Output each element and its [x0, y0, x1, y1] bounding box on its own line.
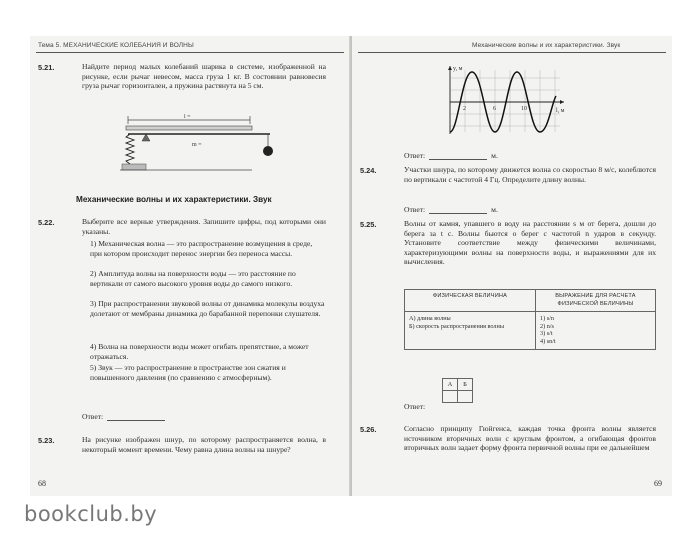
task-number: 5.26. — [360, 425, 377, 434]
answer-unit: м. — [491, 205, 498, 214]
table-row: 4) sn/t — [540, 337, 556, 345]
section-title: Механические волны и их характеристики. Звук — [76, 195, 272, 204]
answer-blank[interactable] — [107, 412, 165, 421]
table-header: ФИЗИЧЕСКАЯ ВЕЛИЧИНА — [405, 290, 536, 312]
task-number: 5.25. — [360, 220, 377, 229]
answer-label: Ответ: — [404, 151, 426, 160]
task-text: Выберите все верные утверждения. Запишите цифры, под которыми они указаны. — [82, 217, 326, 236]
answer-blank[interactable] — [429, 205, 487, 214]
table-header: ВЫРАЖЕНИЕ ДЛЯ РАСЧЕТА ФИЗИЧЕСКОЙ ВЕЛИЧИНЫ — [536, 290, 656, 312]
table-row: 2) n/s — [540, 322, 554, 330]
page-number-right: 69 — [654, 479, 662, 488]
correspondence-table — [404, 289, 656, 350]
answer-grid — [442, 378, 473, 403]
list-item: 2) Амплитуда волны на поверхности воды — это расстояние по вертикали от самого высокого уровня воды до самого низкого. — [90, 269, 296, 288]
left-running-head: Тема 5. МЕХАНИЧЕСКИЕ КОЛЕБАНИЯ И ВОЛНЫ — [38, 42, 194, 49]
x-tick: 10 — [521, 106, 527, 112]
answer-unit: м. — [491, 151, 498, 160]
answer-5-22 — [82, 412, 169, 421]
watermark: bookclub.by — [24, 502, 158, 526]
left-head-rule — [36, 52, 344, 53]
lever-spring-figure — [120, 114, 280, 176]
task-number: 5.24. — [360, 166, 377, 175]
task-text: На рисунке изображен шнур, по которому распространяется волна, в некоторый момент времени. Чему равна длина волны на шнуре? — [82, 435, 326, 454]
x-tick: 6 — [493, 106, 496, 112]
y-axis-label: y, м — [453, 66, 463, 72]
left-page — [30, 36, 350, 496]
task-text: Найдите период малых колебаний шарика в системе, изображенной на рисунке, если рычаг невесом, масса груза 1 кг. В состоянии равновесия груза рычаг горизонтален, а пружина растянута на 5 см. — [82, 62, 326, 91]
wave-graph — [440, 62, 570, 140]
task-number: 5.23. — [38, 436, 55, 445]
list-item: 3) При распространении звуковой волны от динамика молекулы воздуха долетают от мембраны динамика до барабанной перепонки слушателя. — [90, 299, 325, 318]
answer-5-23 — [404, 151, 498, 160]
label-m: m = — [192, 142, 202, 148]
table-row: 1) s/n — [540, 315, 554, 323]
answer-label: Ответ: — [404, 205, 426, 214]
list-item: 1) Механическая волна — это распространение возмущения в среде, при котором происходит перенос энергии без переноса массы. — [90, 239, 313, 258]
x-axis-label: l, м — [556, 108, 565, 114]
grid-header: А — [443, 379, 458, 391]
table-cell — [536, 312, 656, 349]
right-running-head: Механические волны и их характеристики. Звук — [472, 42, 621, 49]
task-text: Волны от камня, упавшего в воду на расстоянии s м от берега, дошли до берега за t с. Волны бьются о берег с частотой n ударов в секунду. Установите соответствие между физическими величинами, характеризующими волны на поверхности воды, и выражениями для их вычисления. — [404, 219, 656, 267]
table-cell — [405, 312, 536, 349]
list-item: 5) Звук — это распространение в пространстве зон сжатия и повышенного давления (по сравнению с атмосферным). — [90, 363, 286, 382]
right-page — [352, 36, 672, 496]
right-head-rule — [358, 52, 666, 53]
task-text: Согласно принципу Гюйгенса, каждая точка фронта волны является источником вторичных волн с круглым фронтом, а огибающая фронтов вторичных волн задает форму фронта первичной волны при ее дальнейшем — [404, 424, 656, 453]
label-l: l = — [184, 114, 191, 120]
task-number: 5.21. — [38, 63, 55, 72]
task-number: 5.22. — [38, 218, 55, 227]
grid-cell[interactable] — [443, 391, 458, 403]
task-text: Участки шнура, по которому движется волна со скоростью 8 м/с, колеблются по вертикали с частотой 4 Гц. Определите длину волны. — [404, 165, 656, 184]
table-row: 3) s/t — [540, 330, 553, 338]
list-item: 4) Волна на поверхности воды может огибать препятствие, а может отражаться. — [90, 342, 309, 361]
grid-cell[interactable] — [458, 391, 473, 403]
grid-header: Б — [458, 379, 473, 391]
answer-label: Ответ: — [82, 412, 104, 421]
answer-blank[interactable] — [429, 151, 487, 160]
answer-5-25-label: Ответ: — [404, 402, 426, 411]
table-row: А) длина волны — [409, 315, 451, 323]
answer-5-24 — [404, 205, 498, 214]
x-tick: 2 — [463, 106, 466, 112]
page-number-left: 68 — [38, 479, 46, 488]
table-row: Б) скорость распространения волны — [409, 322, 504, 330]
